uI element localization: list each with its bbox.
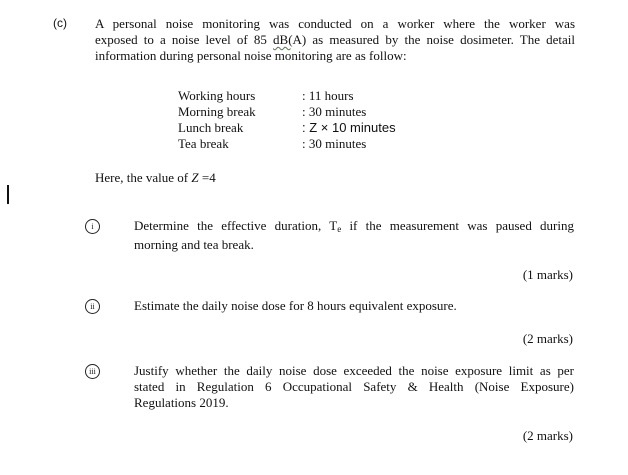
marks-label: (2 marks): [522, 331, 573, 346]
subscript: e: [337, 224, 342, 234]
subquestion-line: Regulations 2019.: [134, 395, 229, 410]
subquestion-number: ii: [85, 299, 100, 314]
subquestion-number: i: [85, 219, 100, 234]
schedule-item-name: Lunch break: [178, 120, 244, 135]
schedule-item-value: : Z × 10 minutes: [302, 120, 396, 135]
intro-line-2-post: A) as measured by the noise dosimeter. The detail: [292, 32, 576, 47]
schedule-table: [0, 88, 600, 158]
intro-line-2-pre: exposed to a noise level of 85: [95, 32, 274, 47]
schedule-row: [0, 120, 480, 136]
marks-label: (2 marks): [522, 428, 573, 443]
spellcheck-underlined-text: dB(: [273, 32, 293, 47]
schedule-item-name: Working hours: [178, 88, 256, 103]
subquestion-text: [134, 218, 574, 253]
subquestion-line-part: Determine the effective duration, T: [134, 218, 338, 233]
subquestion-line: morning and tea break.: [134, 237, 254, 252]
subquestion-line: [134, 218, 574, 237]
given-value: [95, 170, 216, 186]
subquestion-line-part: if the measurement was paused during: [341, 218, 574, 233]
schedule-row: [0, 136, 480, 152]
subquestion-text: [134, 298, 574, 314]
schedule-item-name: Morning break: [178, 104, 256, 119]
intro-line-2: [95, 32, 575, 48]
schedule-row: [0, 104, 480, 120]
schedule-item-value: : 30 minutes: [302, 136, 367, 151]
schedule-item-value: : 11 hours: [302, 88, 354, 103]
schedule-item-name: Tea break: [178, 136, 229, 151]
intro-line-1: A personal noise monitoring was conducted on a worker where the worker was: [95, 16, 575, 31]
given-suffix: =4: [198, 170, 216, 185]
given-variable: Z: [191, 170, 199, 185]
part-label: (c): [53, 16, 67, 30]
text-cursor: [7, 185, 9, 204]
subquestion-line: Estimate the daily noise dose for 8 hours equivalent exposure.: [134, 298, 457, 313]
subquestion-line: Justify whether the daily noise dose exceeded the noise exposure limit as per: [134, 363, 574, 378]
intro-line-3: information during personal noise monitoring are as follow:: [95, 48, 407, 63]
subquestion-text: [134, 363, 574, 411]
subquestion-number: iii: [85, 364, 100, 379]
schedule-item-value: : 30 minutes: [302, 104, 367, 119]
marks-label: (1 marks): [522, 267, 573, 282]
given-prefix: Here, the value of: [95, 170, 192, 185]
subquestion-line: stated in Regulation 6 Occupational Safety & Health (Noise Exposure): [134, 379, 574, 394]
schedule-row: [0, 88, 480, 104]
question-intro: [95, 16, 575, 64]
